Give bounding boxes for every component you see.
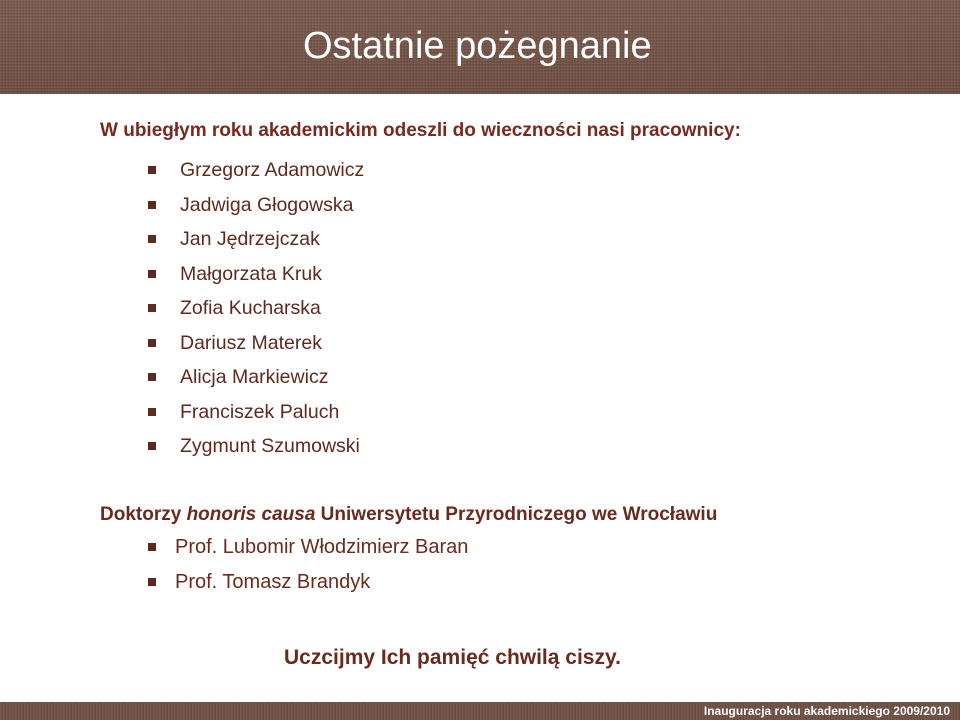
- list-item: [148, 360, 364, 395]
- staff-name: Dariusz Materek: [180, 331, 322, 354]
- list-item: [148, 530, 468, 565]
- doctors-heading-suffix: Uniwersytetu Przyrodniczego we Wrocławiu: [315, 504, 718, 525]
- list-item: [148, 395, 364, 430]
- staff-name: Grzegorz Adamowicz: [180, 159, 365, 181]
- staff-name: Zygmunt Szumowski: [180, 435, 360, 457]
- list-item: [148, 326, 364, 361]
- staff-name: Alicja Markiewicz: [180, 366, 329, 388]
- list-item: [148, 153, 364, 188]
- square-bullet-icon: [148, 270, 156, 278]
- list-item: [148, 222, 364, 257]
- staff-name: Franciszek Paluch: [180, 400, 340, 423]
- square-bullet-icon: [148, 235, 156, 243]
- staff-name: Jan Jędrzejczak: [180, 228, 320, 250]
- list-item: [148, 565, 468, 600]
- footer-text: Inauguracja roku akademickiego 2009/2010: [703, 704, 950, 718]
- doctors-list: [148, 530, 468, 599]
- doctors-heading-prefix: Doktorzy: [100, 504, 187, 525]
- staff-name: Jadwiga Głogowska: [180, 193, 354, 216]
- list-item: [148, 291, 364, 326]
- header-band: [0, 0, 960, 94]
- square-bullet-icon: [148, 166, 156, 174]
- doctor-name: Prof. Tomasz Brandyk: [175, 570, 371, 593]
- square-bullet-icon: [148, 543, 156, 551]
- list-item: [148, 429, 364, 464]
- square-bullet-icon: [148, 339, 156, 347]
- doctors-heading: [100, 502, 717, 528]
- square-bullet-icon: [148, 442, 156, 450]
- doctor-name: Prof. Lubomir Włodzimierz Baran: [175, 536, 469, 558]
- doctors-heading-italic: honoris causa: [186, 504, 316, 525]
- intro-text: W ubiegłym roku akademickim odeszli do wieczności nasi pracownicy:: [100, 120, 741, 141]
- staff-name: Małgorzata Kruk: [180, 262, 322, 285]
- square-bullet-icon: [148, 373, 156, 381]
- square-bullet-icon: [148, 304, 156, 312]
- square-bullet-icon: [148, 578, 156, 586]
- staff-list: [148, 153, 364, 464]
- list-item: [148, 188, 364, 223]
- square-bullet-icon: [148, 201, 156, 209]
- closing-text: Uczcijmy Ich pamięć chwilą ciszy.: [284, 646, 621, 669]
- list-item: [148, 257, 364, 292]
- staff-name: Zofia Kucharska: [180, 297, 321, 319]
- footer-band: [0, 702, 960, 720]
- square-bullet-icon: [148, 408, 156, 416]
- slide-title: Ostatnie pożegnanie: [303, 25, 652, 67]
